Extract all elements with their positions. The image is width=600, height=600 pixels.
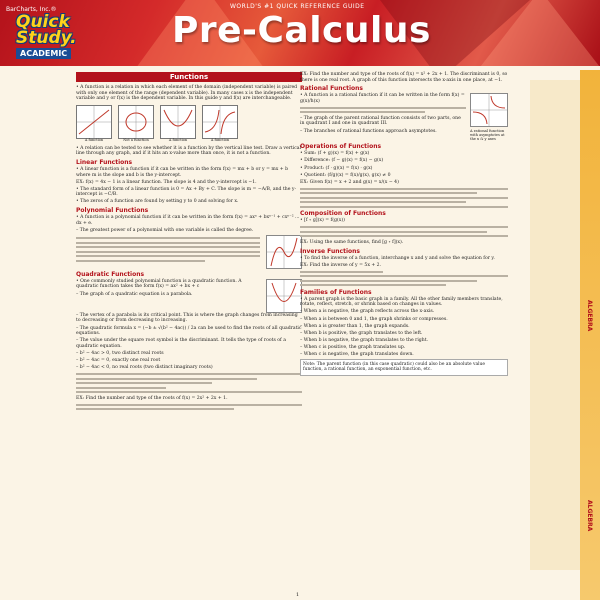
family-item-7: – When c is negative, the graph translates down. <box>300 351 414 357</box>
note-box: Note: The parent function (in this case quadratic) could also be an absolute value function, a rational function, an exponential function, etc. <box>300 359 508 376</box>
heading-composition: Composition of Functions <box>300 210 386 218</box>
tagline: WORLD'S #1 QUICK REFERENCE GUIDE <box>230 3 365 10</box>
header-banner <box>0 0 600 66</box>
composition-lines <box>300 226 508 237</box>
example-lines <box>76 404 302 411</box>
family-item-1: – When a is negative, the graph reflects across the x-axis. <box>300 309 435 315</box>
brand-sub: ACADEMIC <box>16 48 71 59</box>
family-item-6: – When c is positive, the graph translates up. <box>300 344 406 350</box>
quadratic-text: • One commonly studied polynomial function is a quadratic function. A quadratic function takes the form f(x) = ax² + bx + c <box>76 278 242 290</box>
rational-text: • A function is a rational function if it can be written in the form f(x) = g(x)/h(x) <box>300 93 465 104</box>
heading-rational: Rational Functions <box>300 85 363 93</box>
families-text: • A parent graph is the basic graph in a family. All the other family members translate, rotate, reflect, stretch, or shrink based on changes in values. <box>300 296 503 308</box>
disc-case-2: – b² − 4ac = 0, exactly one real root <box>76 357 161 363</box>
left-column <box>76 72 302 413</box>
quickstudy-logo <box>6 6 122 58</box>
discriminant-text: – The value under the square root symbol is the discriminant. It tells the type of roots of a quadratic equation. <box>76 338 286 349</box>
side-label-2: ALGEBRA <box>586 500 593 532</box>
section-functions: Functions <box>76 72 302 82</box>
op-product: • Product: (f · g)(x) = f(x) · g(x) <box>300 165 373 171</box>
graph-2: Not a function <box>118 105 154 139</box>
heading-inverse: Inverse Functions <box>300 247 360 255</box>
page-number: 1 <box>296 592 300 598</box>
vertical-line-test: • A relation can be tested to see whether it is a function by the vertical line test. Draw a vertical line through any graph, and if it hits an x-value more than once, it is not a function. <box>76 145 301 157</box>
parabola-text: – The graph of a quadratic equation is a parabola. <box>76 291 193 297</box>
side-label-1: ALGEBRA <box>586 300 593 332</box>
inverse-lines <box>300 271 508 287</box>
heading-quadratic: Quadratic Functions <box>76 270 145 278</box>
heading-families: Families of Functions <box>300 288 372 296</box>
rational-block <box>300 93 508 141</box>
family-item-4: – When b is positive, the graph translates to the left. <box>300 330 423 336</box>
polynomial-graph <box>266 235 302 269</box>
standard-form: • The standard form of a linear function is 0 = Ax + By + C. The slope is m = −A/B, and the y-intercept is −C/B. <box>76 186 297 198</box>
family-item-5: – When b is negative, the graph translates to the right. <box>300 337 428 343</box>
linear-text: • A linear function is a function if it can be written in the form f(x) = mx + b or y = mx + b where m is the slope and b is the y-intercept. <box>76 166 289 178</box>
op-sum: • Sum: (f + g)(x) = f(x) + g(x) <box>300 151 370 157</box>
degree-text: – The greatest power of a polynomial with one variable is called the degree. <box>76 227 254 233</box>
right-column <box>300 72 508 376</box>
heading-linear: Linear Functions <box>76 158 133 166</box>
heading-operations: Operations of Functions <box>300 143 382 151</box>
top-example: EX: Find the number and type of the roots of f(x) = x² + 2x + 1. The discriminant is 0, so there is one real root. A graph of this function intersects the x-axis in one place, at −1. <box>300 72 508 83</box>
quadratic-formula: – The quadratic formula x = (−b ± √(b² − 4ac)) / 2a can be used to find the roots of all quadratic equations. <box>76 325 302 337</box>
page-title: Pre-Calculus <box>172 10 431 51</box>
inverse-text: • To find the inverse of a function, interchange x and y and solve the equation for y. <box>300 255 495 261</box>
disc-case-1: – b² − 4ac > 0, two distinct real roots <box>76 350 164 356</box>
zeros-text: • The zeros of a function are found by setting y to 0 and solving for x. <box>76 199 239 205</box>
quadratic-block <box>76 279 302 313</box>
vertex-text: – The vertex of a parabola is its critical point. This is where the graph changes from increasing to decreasing or from decreasing to increasing. <box>76 312 298 324</box>
ops-example: EX: Given f(x) = x + 2 and g(x) = x/(x − 4) <box>300 179 399 185</box>
asymptote-text: – The branches of rational functions approach asymptotes. <box>300 128 437 134</box>
function-graphs <box>76 105 302 143</box>
inverse-example: EX: Find the inverse of y = 5x + 2. <box>300 262 382 268</box>
quadratic-example: EX: Find the number and type of the roots of f(x) = 2x² + 2x + 1. <box>76 395 228 401</box>
composition-text: • [f ∘ g](x) = f(g(x)) <box>300 218 345 224</box>
polynomial-text: • A function is a polynomial function if it can be written in the form f(x) = axⁿ + bxⁿ⁻¹ + cxⁿ⁻² ... dx + e. <box>76 215 300 226</box>
op-difference: • Difference: (f − g)(x) = f(x) − g(x) <box>300 158 384 164</box>
rational-lines <box>300 107 466 114</box>
rational-caption: A rational function with asymptotes at the x & y axes <box>470 128 505 142</box>
family-item-2: – When a is between 0 and 1, the graph shrinks or compresses. <box>300 316 448 322</box>
linear-example: EX: f(x) = 4x − 1 is a linear function. The slope is 4 and the y-intercept is −1. <box>76 179 257 185</box>
publisher-label: BarCharts, Inc.® <box>6 6 57 13</box>
side-panel <box>530 80 580 570</box>
polynomial-lines <box>76 235 260 269</box>
intro-text: • A function is a relation in which each element of the domain (independent variable) is paired with only one element of the range (dependent variable). In many cases x is the independent variable and y or f(x) is the dependent variable. In this guide y and f(x) are interchangeable. <box>76 85 298 102</box>
op-quotient: • Quotient: (f/g)(x) = f(x)/g(x), g(x) ≠ 0 <box>300 172 391 178</box>
graph-4: A function <box>202 105 238 139</box>
composition-example: EX: Using the same functions, find [g ∘ f](x). <box>300 239 404 245</box>
graph-3: A function <box>160 105 196 139</box>
ops-work-lines <box>300 188 508 208</box>
family-item-3: – When a is greater than 1, the graph expands. <box>300 323 410 329</box>
rational-graph-text: – The graph of the parent rational function consists of two parts, one in quadrant I and one in quadrant III. <box>300 115 461 127</box>
quadratic-work-lines <box>76 373 302 393</box>
brand-name: Quick Study. <box>16 12 77 48</box>
heading-polynomial: Polynomial Functions <box>76 207 149 215</box>
polynomial-block <box>76 235 302 269</box>
disc-case-3: – b² − 4ac < 0, no real roots (two distinct imaginary roots) <box>76 365 213 371</box>
rational-graph <box>470 93 508 127</box>
graph-1: A function <box>76 105 112 139</box>
parabola-graph <box>266 279 302 313</box>
